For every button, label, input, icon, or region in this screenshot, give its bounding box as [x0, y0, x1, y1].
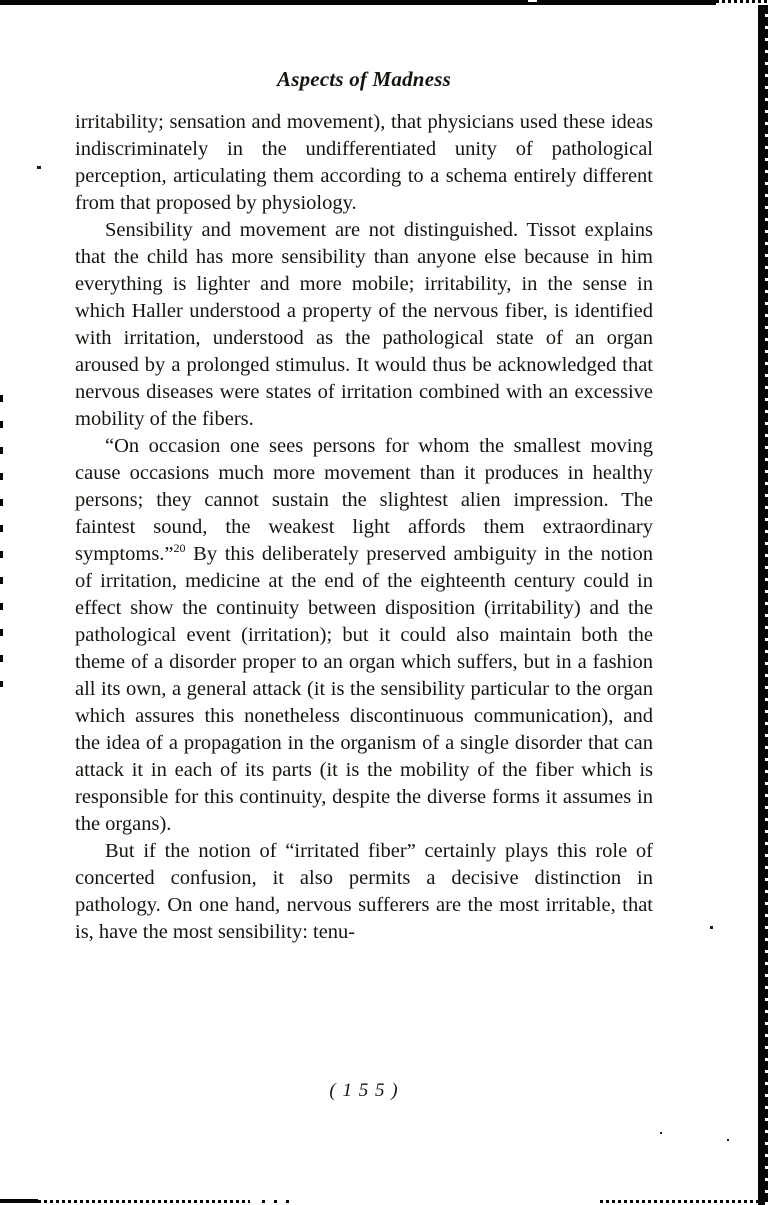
- scan-edge-bottom-solid: [0, 1199, 38, 1203]
- paragraph-4: But if the notion of “irritated fiber” certainly plays this role of concerted confusion, it also permits a decisive distinction in pathology. On one hand, nervous sufferers are the most irritable, that is, have the most sensibility: tenu-: [75, 840, 653, 943]
- paragraph-1: irritability; sensation and movement), that physicians used these ideas indiscriminately in the undifferentiated unity of pathological perception, articulating them according to a schema entirely different from that proposed by physiology.: [75, 111, 653, 214]
- scan-edge-bottom-dotted-left: [38, 1200, 250, 1203]
- scan-edge-top-dotted: [716, 0, 768, 3]
- scan-speck: [727, 1139, 729, 1141]
- scan-edge-top-bar: [0, 0, 716, 5]
- paragraph-2: Sensibility and movement are not distinguished. Tissot explains that the child has more sensibility than anyone else because in him everything is lighter and more mobile; irritability, in the sense in which Haller understood a property of the nervous fiber, is identified with irritation, understood as the pathological state of an organ aroused by a prolonged stimulus. It would thus be acknowledged that nervous diseases were states of irritation combined with an excessive mobility of the fibers.: [75, 219, 653, 430]
- running-header: Aspects of Madness: [277, 67, 451, 91]
- scan-speck: [710, 926, 713, 929]
- scan-edge-bottom-dotted-right: [600, 1200, 768, 1203]
- page-text: [75, 109, 653, 946]
- scan-speck: [37, 166, 41, 169]
- scan-edge-bottom-dots-mid: [262, 1200, 296, 1203]
- footnote-reference: 20: [173, 541, 186, 556]
- paragraph-3-continuation: By this deliberately preserved ambiguity in the notion of irritation, medicine at the end of the eighteenth century could in effect show the continuity between disposition (irritability) and the pathological event (irritation); but it could also maintain both the theme of a disorder proper to an organ which suffers, but in a fashion all its own, a general attack (it is the sensibility particular to the organ which assures this nonetheless discontinuous communication), and the idea of a propagation in the organism of a single disorder that can attack it in each of its parts (it is the mobility of the fiber which is responsible for this continuity, despite the diverse forms it assumes in the organs).: [75, 543, 653, 835]
- scan-edge-left-dashes: [0, 395, 3, 687]
- scan-edge-top-notch: [528, 0, 537, 2]
- scan-edge-right-bar: [758, 5, 768, 1205]
- page-number: ( 1 5 5 ): [329, 1080, 399, 1101]
- paragraph-3: [75, 433, 653, 838]
- scan-speck: [660, 1132, 662, 1134]
- paragraph-3-quote: “On occasion one sees persons for whom the smallest moving cause occasions much more movement than it produces in healthy persons; they cannot sustain the slightest alien impression. The faintest sound, the weakest light affords them extraordinary symptoms.”: [75, 435, 653, 565]
